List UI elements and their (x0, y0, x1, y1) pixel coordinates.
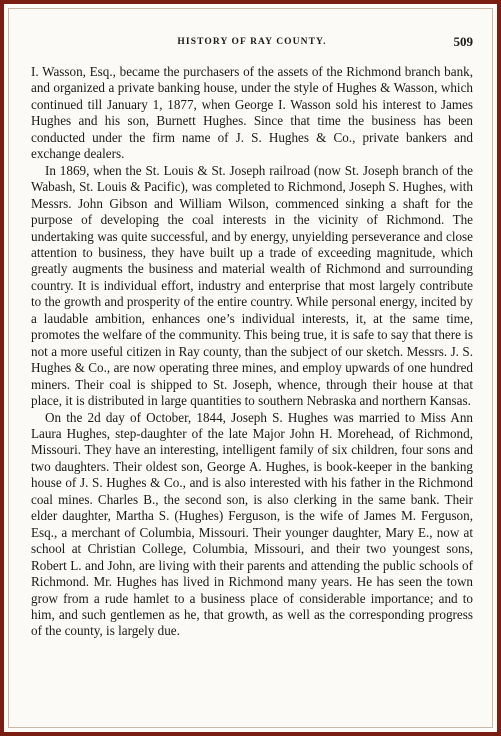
page-number: 509 (453, 34, 473, 49)
body-text (31, 64, 473, 640)
paragraph-railroad-coal: In 1869, when the St. Louis & St. Joseph railroad (now St. Joseph branch of the Wabash, St. Louis & Pacific), was completed to Richmond, Joseph S. Hughes, with Messrs. John Gibson and William Wilson, commenced sinking a shaft for the purpose of developing the coal interests in the vicinity of Richmond. The undertaking was quite successful, and by energy, unyielding perseverance and close attention to business, they have built up a trade of exceeding magnitude, which greatly augments the business and material wealth of Richmond and surrounding country. It is individual effort, industry and enterprise that most largely contribute to the growth and prosperity of the entire country. While personal energy, incited by a laudable ambition, enhances one’s individual interests, it, at the same time, promotes the welfare of the community. This being true, it is safe to say that there is not a more useful citizen in Ray county, than the subject of our sketch. Messrs. J. S. Hughes & Co., are now operating three mines, and employ upwards of one hundred miners. Their coal is shipped to St. Joseph, whence, through their house at that place, it is distributed in large quantities to southern Nebraska and northern Kansas. (31, 162, 473, 409)
paragraph-family: On the 2d day of October, 1844, Joseph S. Hughes was married to Miss Ann Laura Hughes, step-daughter of the late Major John H. Morehead, of Richmond, Missouri. They have an interesting, intelligent family of six children, four sons and two daughters. Their oldest son, George A. Hughes, is book-keeper in the banking house of J. S. Hughes & Co., and is also interested with his father in the Richmond coal mines. Charles B., the second son, is also clerking in the same bank. Their elder daughter, Martha S. (Hughes) Ferguson, is the wife of James M. Ferguson, Esq., a merchant of Columbia, Missouri. Their younger daughter, Mary E., now at school at Christian College, Columbia, Missouri, and their two youngest sons, Robert L. and John, are living with their parents and attending the public schools of Richmond. Mr. Hughes has lived in Richmond many years. He has seen the town grow from a rude hamlet to a business place of considerable importance; and to him, and such gentlemen as he, that growth, as well as the corresponding progress of the county, is largely due. (31, 409, 473, 639)
book-page (31, 26, 473, 640)
running-title: HISTORY OF RAY COUNTY. (177, 37, 327, 47)
running-head (31, 26, 473, 48)
paragraph-continuation: I. Wasson, Esq., became the purchasers of the assets of the Richmond branch bank, and organized a private banking house, under the style of Hughes & Wasson, which continued till January 1, 1877, when George I. Wasson sold his interest to James Hughes and his son, Burnett Hughes. Since that time the business has been conducted under the firm name of J. S. Hughes & Co., private bankers and exchange dealers. (31, 64, 473, 162)
